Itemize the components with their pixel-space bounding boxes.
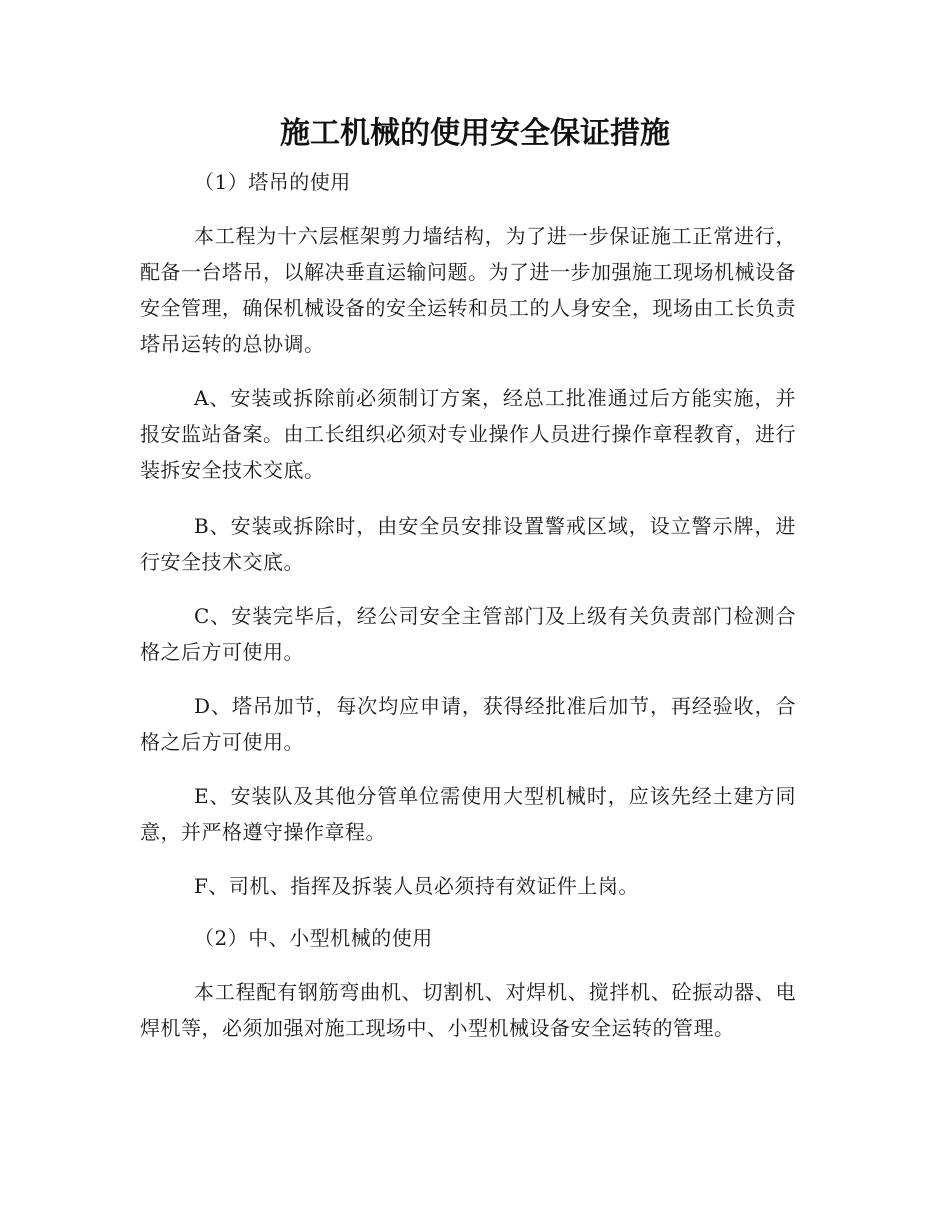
document-title: 施工机械的使用安全保证措施: [280, 116, 670, 151]
section2-paragraph: 本工程配有钢筋弯曲机、切割机、对焊机、搅拌机、砼振动器、电焊机等，必须加强对施工现场中、小型机械设备安全运转的管理。: [140, 980, 796, 1040]
item-e-paragraph: E、安装队及其他分管单位需使用大型机械时，应该先经土建方同意，并严格遵守操作章程。: [140, 784, 796, 844]
item-d-paragraph: D、塔吊加节，每次均应申请，获得经批准后加节，再经验收，合格之后方可使用。: [140, 694, 796, 754]
item-a-paragraph: A、安装或拆除前必须制订方案，经总工批准通过后方能实施，并报安监站备案。由工长组织必须对专业操作人员进行操作章程教育，进行装拆安全技术交底。: [140, 386, 796, 482]
section-heading-small-machinery: （2）中、小型机械的使用: [194, 926, 433, 950]
intro-paragraph: 本工程为十六层框架剪力墙结构，为了进一步保证施工正常进行，配备一台塔吊，以解决垂直运输问题。为了进一步加强施工现场机械设备安全管理，确保机械设备的安全运转和员工的人身安全，现场由工长负责塔吊运转的总协调。: [140, 224, 796, 356]
item-f-paragraph: F、司机、指挥及拆装人员必须持有效证件上岗。: [194, 874, 639, 898]
item-c-paragraph: C、安装完毕后，经公司安全主管部门及上级有关负责部门检测合格之后方可使用。: [140, 604, 796, 664]
item-b-paragraph: B、安装或拆除时，由安全员安排设置警戒区域，设立警示牌，进行安全技术交底。: [140, 514, 796, 574]
section-heading-tower-crane: （1）塔吊的使用: [194, 170, 351, 194]
